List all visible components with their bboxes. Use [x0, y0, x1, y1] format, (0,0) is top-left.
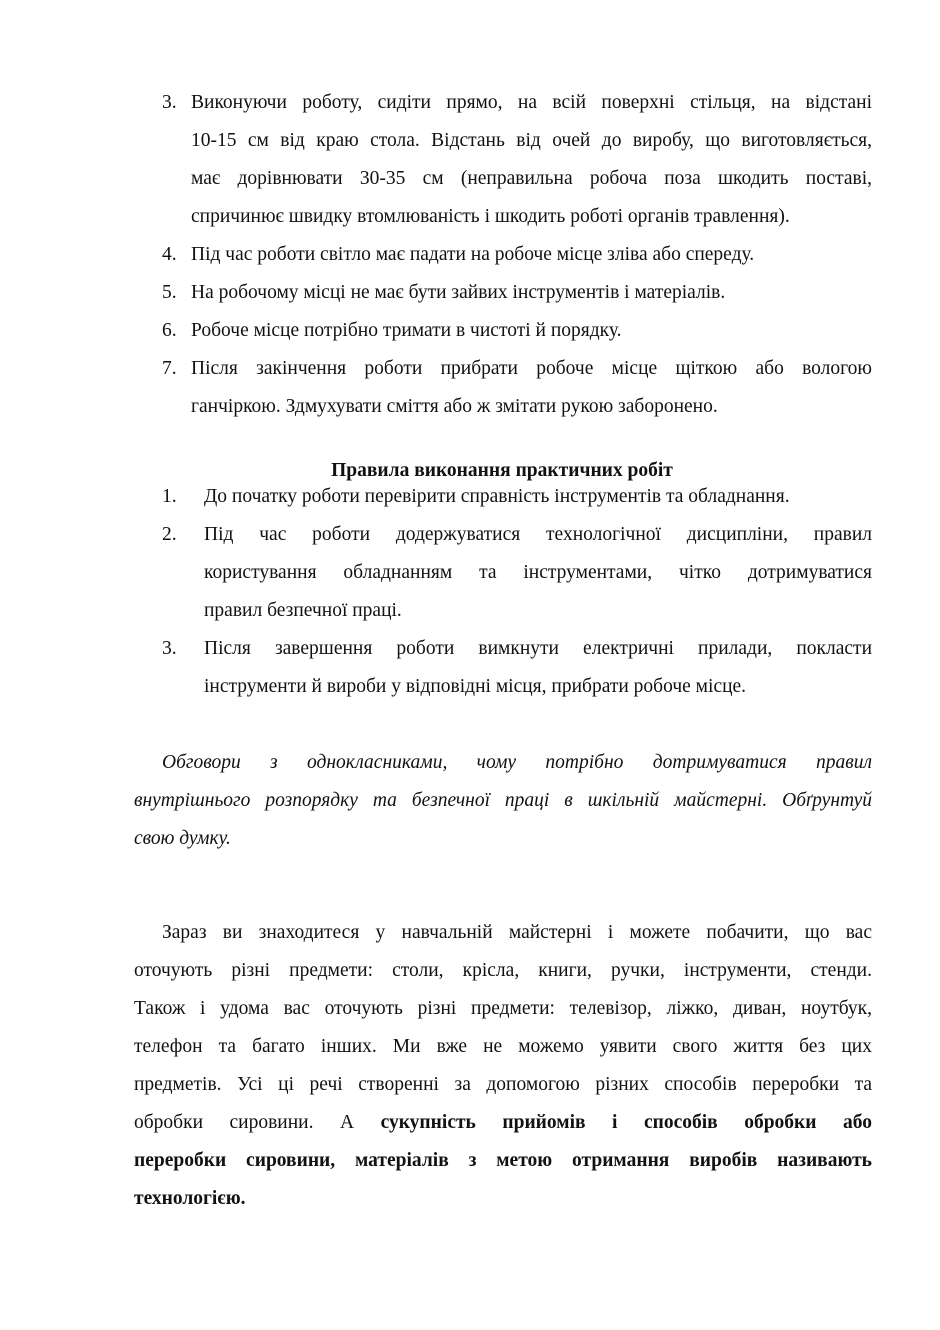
list-item-line: Виконуючи роботу, сидіти прямо, на всій поверхні стільця, на відстані — [191, 92, 872, 113]
definition-text: переробки сировини, матеріалів з метою отримання виробів називають — [134, 1150, 872, 1171]
paragraph-line — [134, 1112, 872, 1134]
paragraph-line: Зараз ви знаходитеся у навчальній майстерні і можете побачити, що вас — [162, 922, 872, 943]
list-number: 3. — [162, 92, 177, 113]
list-item-line: має дорівнювати 30-35 см (неправильна робоча поза шкодить поставі, — [191, 168, 872, 189]
definition-text: сукупність прийомів і способів обробки або — [380, 1112, 872, 1133]
paragraph-line — [134, 1150, 872, 1172]
list-number: 4. — [162, 244, 177, 265]
paragraph-line: предметів. Усі ці речі створенні за допомогою різних способів переробки та — [134, 1074, 872, 1095]
list-number: 3. — [162, 638, 177, 659]
paragraph-line: телефон та багато інших. Ми вже не можемо уявити свого життя без цих — [134, 1036, 872, 1057]
section-heading: Правила виконання практичних робіт — [331, 460, 673, 481]
list-item-line: Під час роботи світло має падати на робоче місце зліва або спереду. — [191, 244, 755, 265]
list-item-line: До початку роботи перевірити справність інструментів та обладнання. — [204, 486, 790, 507]
list-item-line: інструменти й вироби у відповідні місця, прибрати робоче місце. — [204, 676, 747, 697]
prompt-line: Обговори з однокласниками, чому потрібно дотримуватися правил — [162, 752, 872, 773]
list-item-line: На робочому місці не має бути зайвих інструментів і матеріалів. — [191, 282, 726, 303]
list-number: 1. — [162, 486, 177, 507]
paragraph-line: Також і удома вас оточують різні предмети: телевізор, ліжко, диван, ноутбук, — [134, 998, 872, 1019]
list-item-line: спричинює швидку втомлюваність і шкодить роботі органів травлення). — [191, 206, 790, 227]
list-item-line: Після завершення роботи вимкнути електричні прилади, покласти — [204, 638, 872, 659]
list-item-line: користування обладнанням та інструментами, чітко дотримуватися — [204, 562, 872, 583]
list-item-line: Під час роботи додержуватися технологічної дисципліни, правил — [204, 524, 872, 545]
list-item-line: ганчіркою. Здмухувати сміття або ж змітати рукою заборонено. — [191, 396, 718, 417]
list-number: 7. — [162, 358, 177, 379]
list-number: 5. — [162, 282, 177, 303]
list-item-line: правил безпечної праці. — [204, 600, 402, 621]
list-item-line: 10-15 см від краю стола. Відстань від очей до виробу, що виготовляється, — [191, 130, 872, 151]
list-item-line: Після закінчення роботи прибрати робоче місце щіткою або вологою — [191, 358, 872, 379]
prompt-line: свою думку. — [134, 828, 231, 849]
prompt-line: внутрішнього розпорядку та безпечної праці в шкільній майстерні. Обґрунтуй — [134, 790, 872, 811]
paragraph-text: обробки сировини. А — [134, 1112, 381, 1133]
list-number: 6. — [162, 320, 177, 341]
list-number: 2. — [162, 524, 177, 545]
paragraph-line: оточують різні предмети: столи, крісла, книги, ручки, інструменти, стенди. — [134, 960, 872, 981]
paragraph-line — [134, 1188, 246, 1210]
definition-text: технологією. — [134, 1188, 246, 1209]
list-item-line: Робоче місце потрібно тримати в чистоті й порядку. — [191, 320, 622, 341]
